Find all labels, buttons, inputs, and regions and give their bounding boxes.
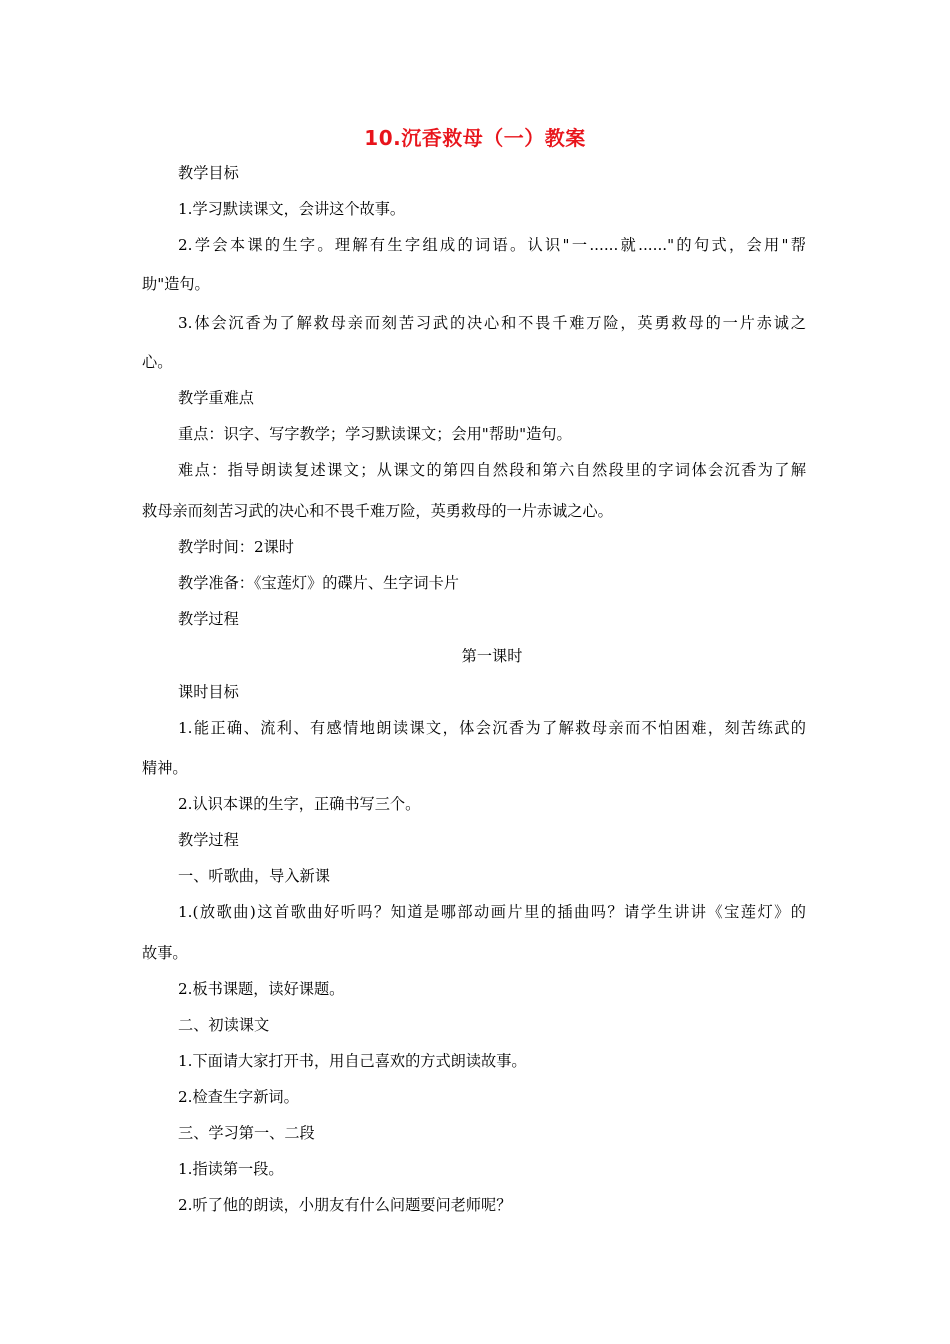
section-heading: 二、初读课文 xyxy=(178,1016,270,1034)
goal-item: 1.学习默读课文，会讲这个故事。 xyxy=(178,200,406,218)
teaching-time: 教学时间：2课时 xyxy=(178,538,294,556)
key-point: 重点：识字、写字教学；学习默读课文；会用"帮助"造句。 xyxy=(178,425,572,443)
goal-item-continuation: 助"造句。 xyxy=(142,275,210,293)
goal-item-continuation: 心。 xyxy=(142,353,173,371)
lesson-goal-continuation: 精神。 xyxy=(142,759,188,777)
teaching-preparation: 教学准备：《宝莲灯》的碟片、生字词卡片 xyxy=(178,574,459,592)
lesson-goal-item: 2.认识本课的生字，正确书写三个。 xyxy=(178,795,421,813)
goal-item: 2.学会本课的生字。理解有生字组成的词语。认识"一......就......"的句式，会用"帮 xyxy=(178,236,806,254)
process-step: 2.检查生字新词。 xyxy=(178,1088,299,1106)
process-step: 2.听了他的朗读，小朋友有什么问题要问老师呢？ xyxy=(178,1196,512,1214)
lesson-heading: 第一课时 xyxy=(461,647,523,665)
heading-lesson-goals: 课时目标 xyxy=(178,683,239,701)
difficult-point: 难点：指导朗读复述课文；从课文的第四自然段和第六自然段里的字词体会沉香为了解 xyxy=(178,461,806,479)
heading-teaching-process: 教学过程 xyxy=(178,610,239,628)
process-step: 1.下面请大家打开书，用自己喜欢的方式朗读故事。 xyxy=(178,1052,527,1070)
difficult-point-continuation: 救母亲而刻苦习武的决心和不畏千难万险，英勇救母的一片赤诚之心。 xyxy=(142,502,613,520)
document-title: 10.沉香救母（一）教案 xyxy=(364,126,586,150)
section-heading: 一、听歌曲，导入新课 xyxy=(178,867,330,885)
process-step: 2.板书课题，读好课题。 xyxy=(178,980,345,998)
goal-item: 3.体会沉香为了解救母亲而刻苦习武的决心和不畏千难万险，英勇救母的一片赤诚之 xyxy=(178,314,806,332)
heading-key-points: 教学重难点 xyxy=(178,389,254,407)
lesson-goal-item: 1.能正确、流利、有感情地朗读课文，体会沉香为了解救母亲而不怕困难，刻苦练武的 xyxy=(178,719,806,737)
process-step: 1.(放歌曲)这首歌曲好听吗？知道是哪部动画片里的插曲吗？请学生讲讲《宝莲灯》的 xyxy=(178,903,806,921)
section-heading: 三、学习第一、二段 xyxy=(178,1124,315,1142)
process-step: 1.指读第一段。 xyxy=(178,1160,284,1178)
heading-teaching-goals: 教学目标 xyxy=(178,164,239,182)
process-step-continuation: 故事。 xyxy=(142,944,188,962)
heading-teaching-process: 教学过程 xyxy=(178,831,239,849)
